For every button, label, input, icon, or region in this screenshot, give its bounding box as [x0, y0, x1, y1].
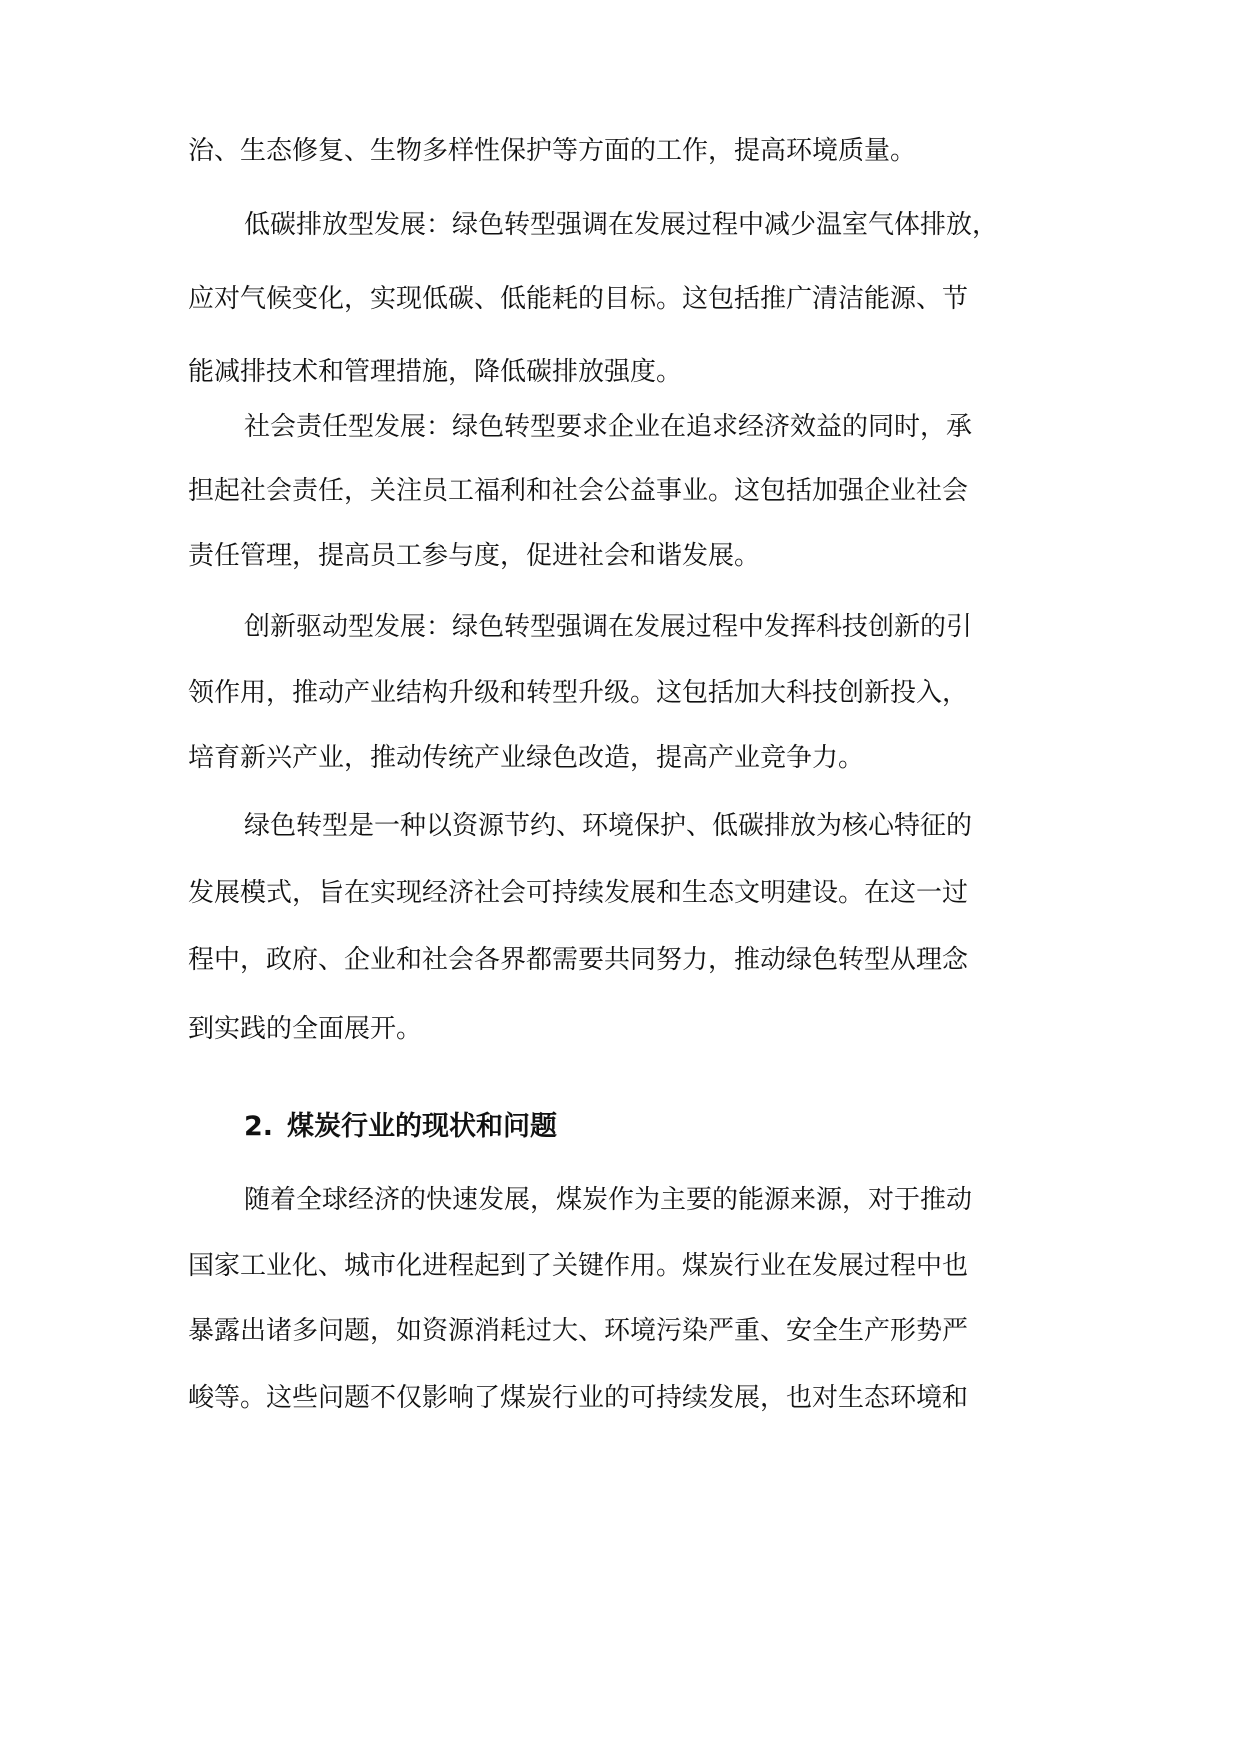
paragraph-line: 担起社会责任，关注员工福利和社会公益事业。这包括加强企业社会 [188, 476, 969, 506]
paragraph-line: 应对气候变化，实现低碳、低能耗的目标。这包括推广清洁能源、节 [188, 284, 969, 314]
paragraph-line: 创新驱动型发展：绿色转型强调在发展过程中发挥科技创新的引 [244, 612, 973, 642]
paragraph-line: 社会责任型发展：绿色转型要求企业在追求经济效益的同时，承 [244, 412, 973, 442]
section-number: 2. [244, 1111, 274, 1142]
paragraph-line: 峻等。这些问题不仅影响了煤炭行业的可持续发展，也对生态环境和 [188, 1383, 969, 1413]
paragraph-line: 治、生态修复、生物多样性保护等方面的工作，提高环境质量。 [188, 136, 917, 166]
paragraph-line: 到实践的全面展开。 [188, 1014, 423, 1044]
paragraph-line: 随着全球经济的快速发展，煤炭作为主要的能源来源，对于推动 [244, 1185, 973, 1215]
paragraph-line: 培育新兴产业，推动传统产业绿色改造，提高产业竞争力。 [188, 743, 865, 773]
paragraph-line: 发展模式，旨在实现经济社会可持续发展和生态文明建设。在这一过 [188, 878, 969, 908]
paragraph-line: 责任管理，提高员工参与度，促进社会和谐发展。 [188, 541, 761, 571]
paragraph-line: 国家工业化、城市化进程起到了关键作用。煤炭行业在发展过程中也 [188, 1251, 969, 1281]
section-title: 煤炭行业的现状和问题 [287, 1111, 558, 1142]
paragraph-line: 暴露出诸多问题，如资源消耗过大、环境污染严重、安全生产形势严 [188, 1316, 969, 1346]
paragraph-line: 领作用，推动产业结构升级和转型升级。这包括加大科技创新投入， [188, 678, 969, 708]
paragraph-line: 绿色转型是一种以资源节约、环境保护、低碳排放为核心特征的 [244, 811, 973, 841]
paragraph-line: 能减排技术和管理措施，降低碳排放强度。 [188, 357, 683, 387]
section-heading [244, 1107, 1058, 1147]
paragraph-line: 低碳排放型发展：绿色转型强调在发展过程中减少温室气体排放， [244, 210, 999, 240]
paragraph-line: 程中，政府、企业和社会各界都需要共同努力，推动绿色转型从理念 [188, 945, 969, 975]
